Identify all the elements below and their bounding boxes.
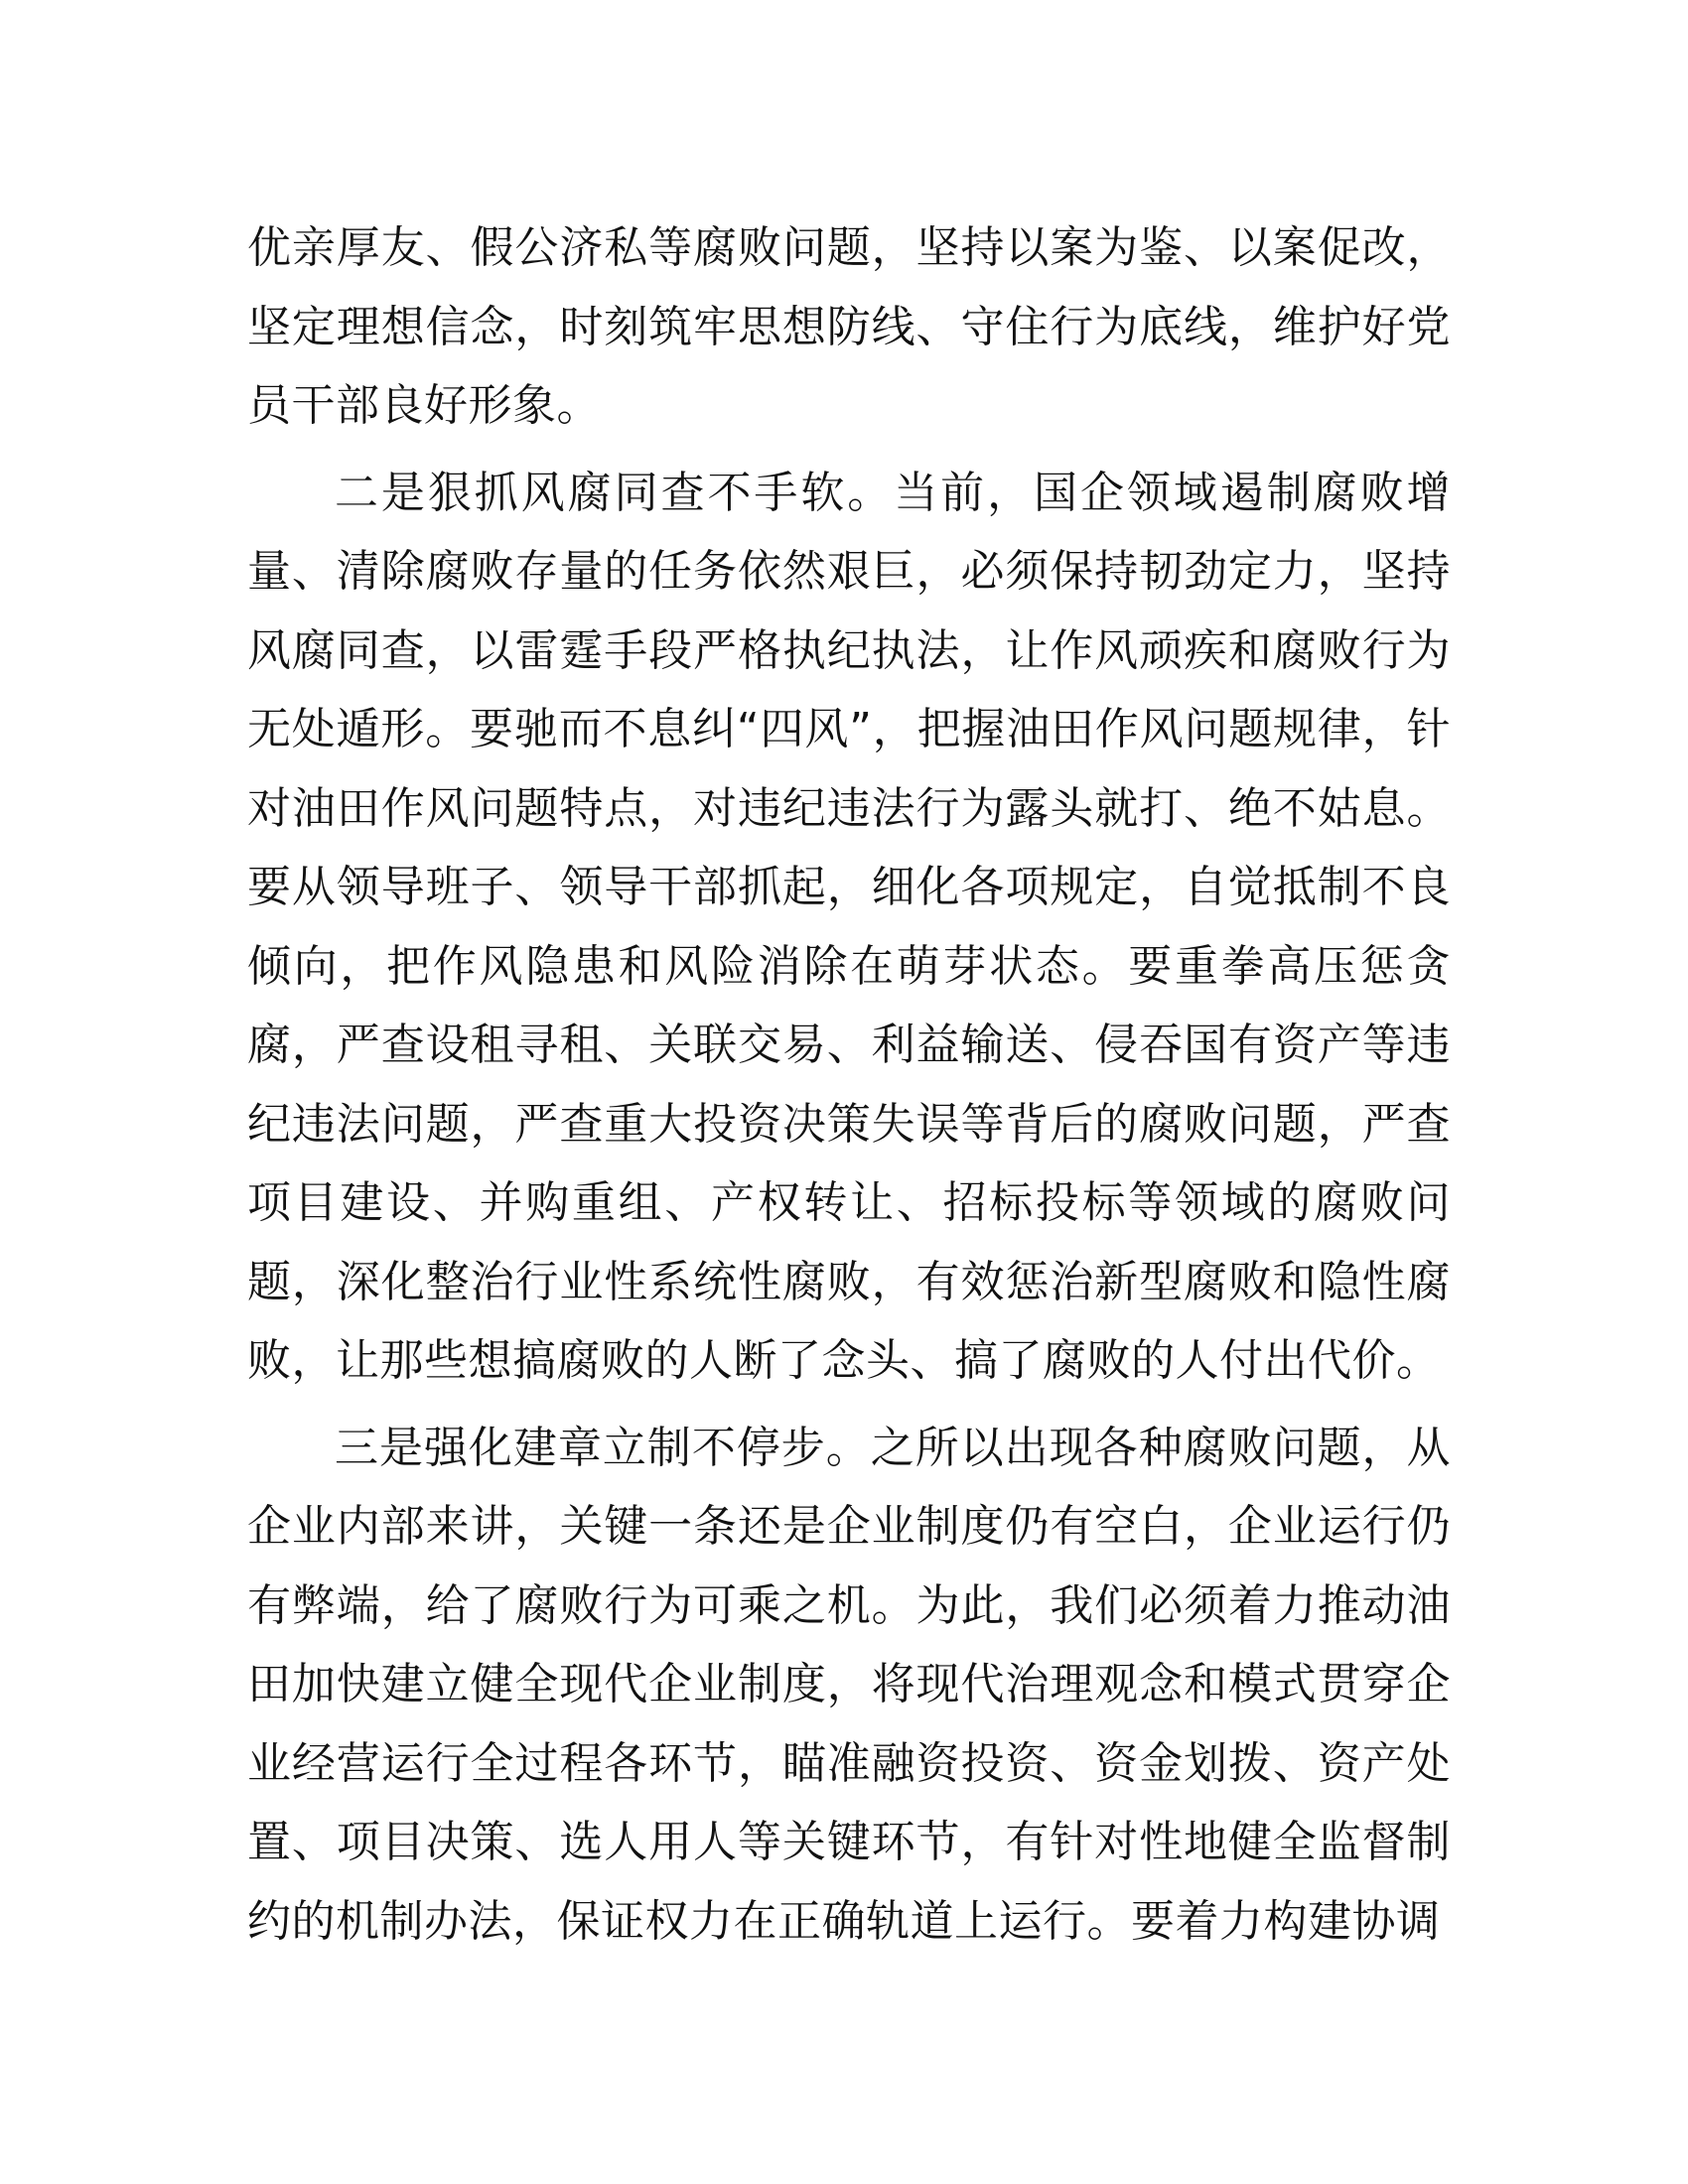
paragraph-continuation: 优亲厚友、假公济私等腐败问题，坚持以案为鉴、以案促改，坚定理想信念，时刻筑牢思想防线、守住行为底线，维护好党员干部良好形象。: [247, 222, 1451, 431]
paragraph-second-point: 二是狠抓风腐同查不手软。当前，国企领域遏制腐败增量、清除腐败存量的任务依然艰巨，必须保持韧劲定力，坚持风腐同查，以雷霆手段严格执纪执法，让作风顽疾和腐败行为无处遁形。要驰而不息纠“四风”，把握油田作风问题规律，针对油田作风问题特点，对违纪违法行为露头就打、绝不姑息。要从领导班子、领导干部抓起，细化各项规定，自觉抵制不良倾向，把作风隐患和风险消除在萌芽状态。要重拳高压惩贪腐，严查设租寻租、关联交易、利益输送、侵吞国有资产等违纪违法问题，严查重大投资决策失误等背后的腐败问题，严查项目建设、并购重组、产权转让、招标投标等领域的腐败问题，深化整治行业性系统性腐败，有效惩治新型腐败和隐性腐败，让那些想搞腐败的人断了念头、搞了腐败的人付出代价。: [247, 467, 1451, 1386]
paragraph-third-point: 三是强化建章立制不停步。之所以出现各种腐败问题，从企业内部来讲，关键一条还是企业制度仍有空白，企业运行仍有弊端，给了腐败行为可乘之机。为此，我们必须着力推动油田加快建立健全现代企业制度，将现代治理观念和模式贯穿企业经营运行全过程各环节，瞄准融资投资、资金划拨、资产处置、项目决策、选人用人等关键环节，有针对性地健全监督制约的机制办法，保证权力在正确轨道上运行。要着力构建协调: [247, 1422, 1451, 1947]
document-body: [247, 208, 1451, 1961]
